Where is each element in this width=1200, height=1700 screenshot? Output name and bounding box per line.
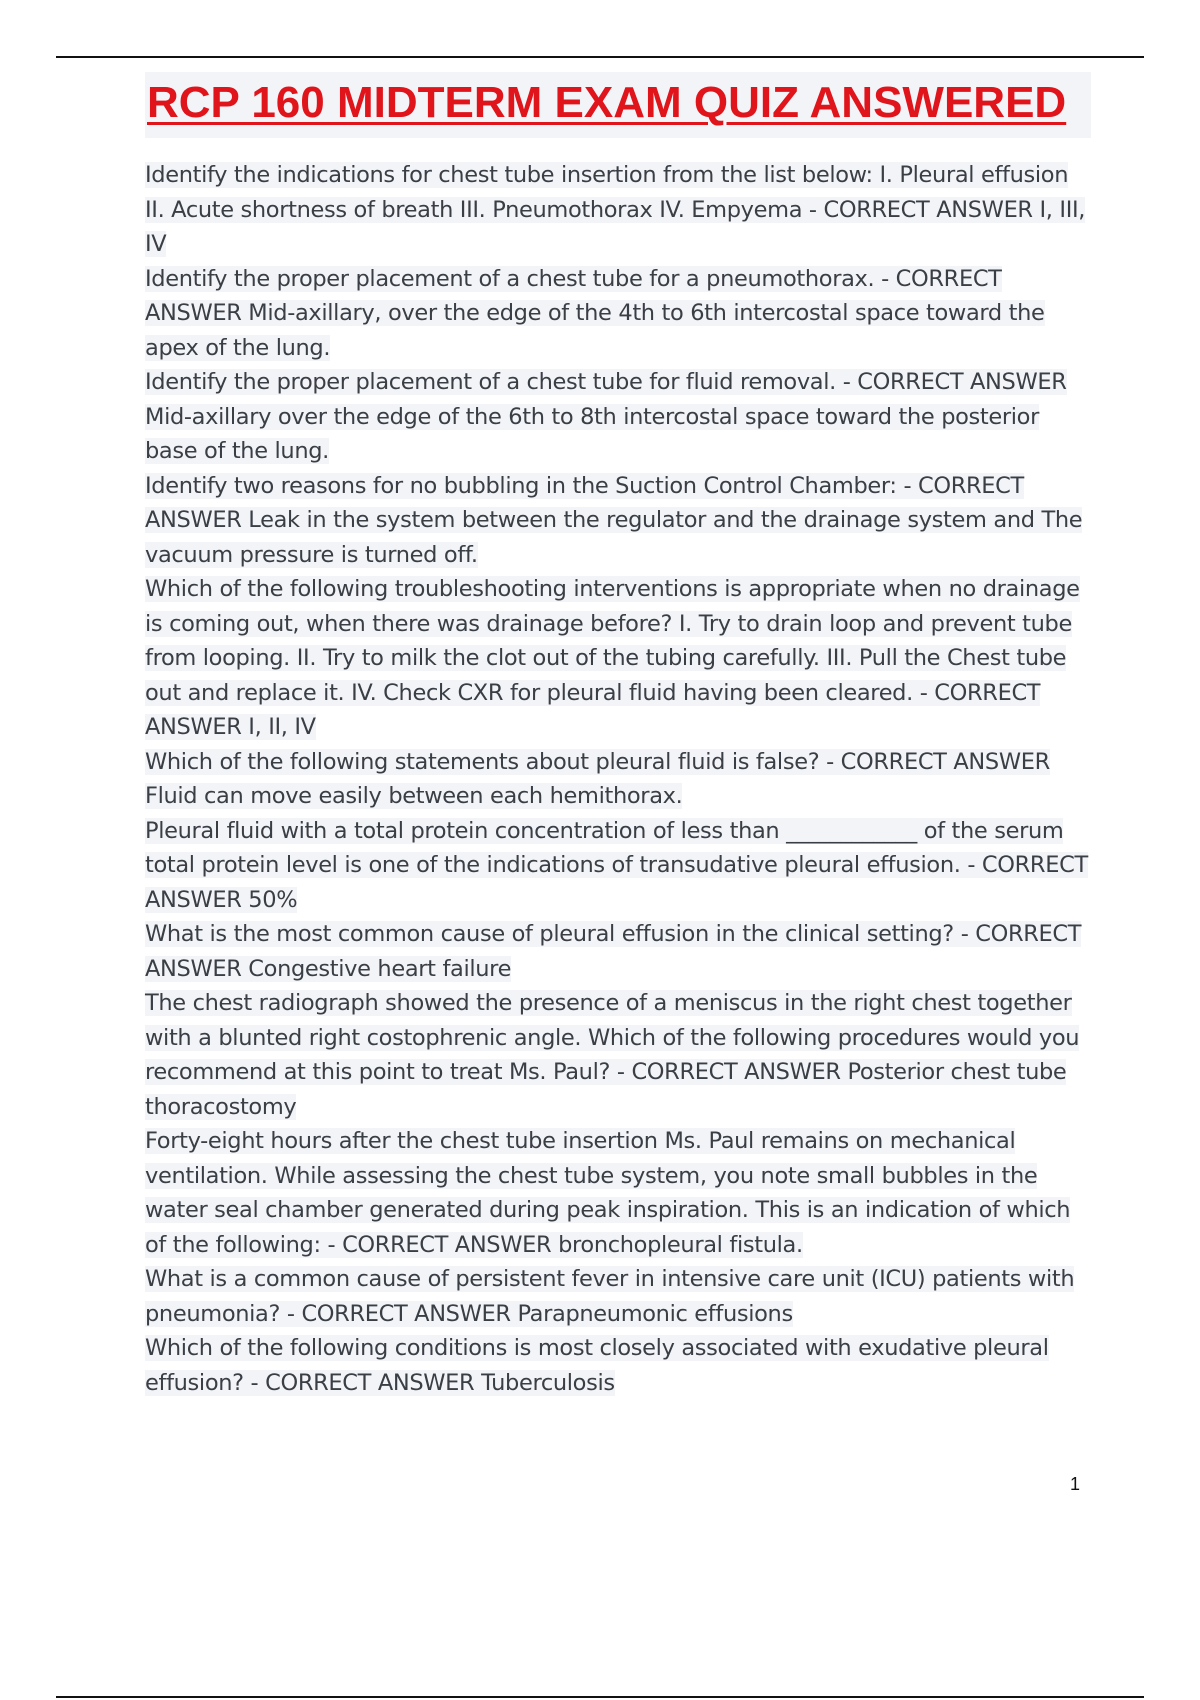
qa-item	[145, 917, 1091, 986]
qa-item	[145, 572, 1091, 745]
footer-rule	[56, 1696, 1144, 1698]
qa-text: Identify the indications for chest tube insertion from the list below: I. Pleural effusion II. Acute shortness of breath III. Pneumothorax IV. Empyema - CORRECT ANSWER I, III, IV	[145, 162, 1086, 257]
qa-item	[145, 469, 1091, 573]
qa-text: What is a common cause of persistent fever in intensive care unit (ICU) patients with pneumonia? - CORRECT ANSWER Parapneumonic effusions	[145, 1266, 1075, 1327]
qa-text: Which of the following troubleshooting interventions is appropriate when no drainage is coming out, when there was drainage before? I. Try to drain loop and prevent tube from looping. II. Try to milk the clot out of the tubing carefully. III. Pull the Chest tube out and replace it. IV. Check CXR for pleural fluid having been cleared. - CORRECT ANSWER I, II, IV	[145, 576, 1080, 740]
page-content	[145, 72, 1091, 1400]
qa-text: Pleural fluid with a total protein concentration of less than ____________ of the serum total protein level is one of the indications of transudative pleural effusion. - CORRECT ANSWER 50%	[145, 817, 1088, 913]
qa-item	[145, 1262, 1091, 1331]
qa-list	[145, 158, 1091, 1400]
qa-text: What is the most common cause of pleural effusion in the clinical setting? - CORRECT ANSWER Congestive heart failure	[145, 921, 1082, 982]
qa-text: Identify two reasons for no bubbling in the Suction Control Chamber: - CORRECT ANSWER Leak in the system between the regulator and the drainage system and The vacuum pressure is turned off.	[145, 472, 1083, 568]
qa-item	[145, 745, 1091, 814]
qa-item	[145, 158, 1091, 262]
qa-item	[145, 986, 1091, 1124]
qa-text: Which of the following conditions is most closely associated with exudative pleural effusion? - CORRECT ANSWER Tuberculosis	[145, 1335, 1049, 1396]
qa-item	[145, 262, 1091, 366]
qa-text: Which of the following statements about pleural fluid is false? - CORRECT ANSWER Fluid can move easily between each hemithorax.	[145, 748, 1050, 809]
qa-text: Forty-eight hours after the chest tube insertion Ms. Paul remains on mechanical ventilation. While assessing the chest tube system, you note small bubbles in the water seal chamber generated during peak inspiration. This is an indication of which of the following: - CORRECT ANSWER bronchopleural fistula.	[145, 1128, 1071, 1258]
qa-item	[145, 365, 1091, 469]
document-title-text: RCP 160 MIDTERM EXAM QUIZ ANSWERED	[147, 78, 1067, 127]
header-rule	[56, 56, 1144, 58]
qa-item	[145, 814, 1091, 918]
title-block	[145, 72, 1091, 138]
qa-text: Identify the proper placement of a chest tube for a pneumothorax. - CORRECT ANSWER Mid-axillary, over the edge of the 4th to 6th intercostal space toward the apex of the lung.	[145, 265, 1045, 361]
qa-text: The chest radiograph showed the presence of a meniscus in the right chest together with a blunted right costophrenic angle. Which of the following procedures would you recommend at this point to treat Ms. Paul? - CORRECT ANSWER Posterior chest tube thoracostomy	[145, 990, 1080, 1120]
qa-item	[145, 1331, 1091, 1400]
document-title	[147, 76, 1091, 130]
page-number: 1	[1070, 1474, 1081, 1494]
qa-item	[145, 1124, 1091, 1262]
qa-text: Identify the proper placement of a chest tube for fluid removal. - CORRECT ANSWER Mid-axillary over the edge of the 6th to 8th intercostal space toward the posterior base of the lung.	[145, 369, 1067, 464]
